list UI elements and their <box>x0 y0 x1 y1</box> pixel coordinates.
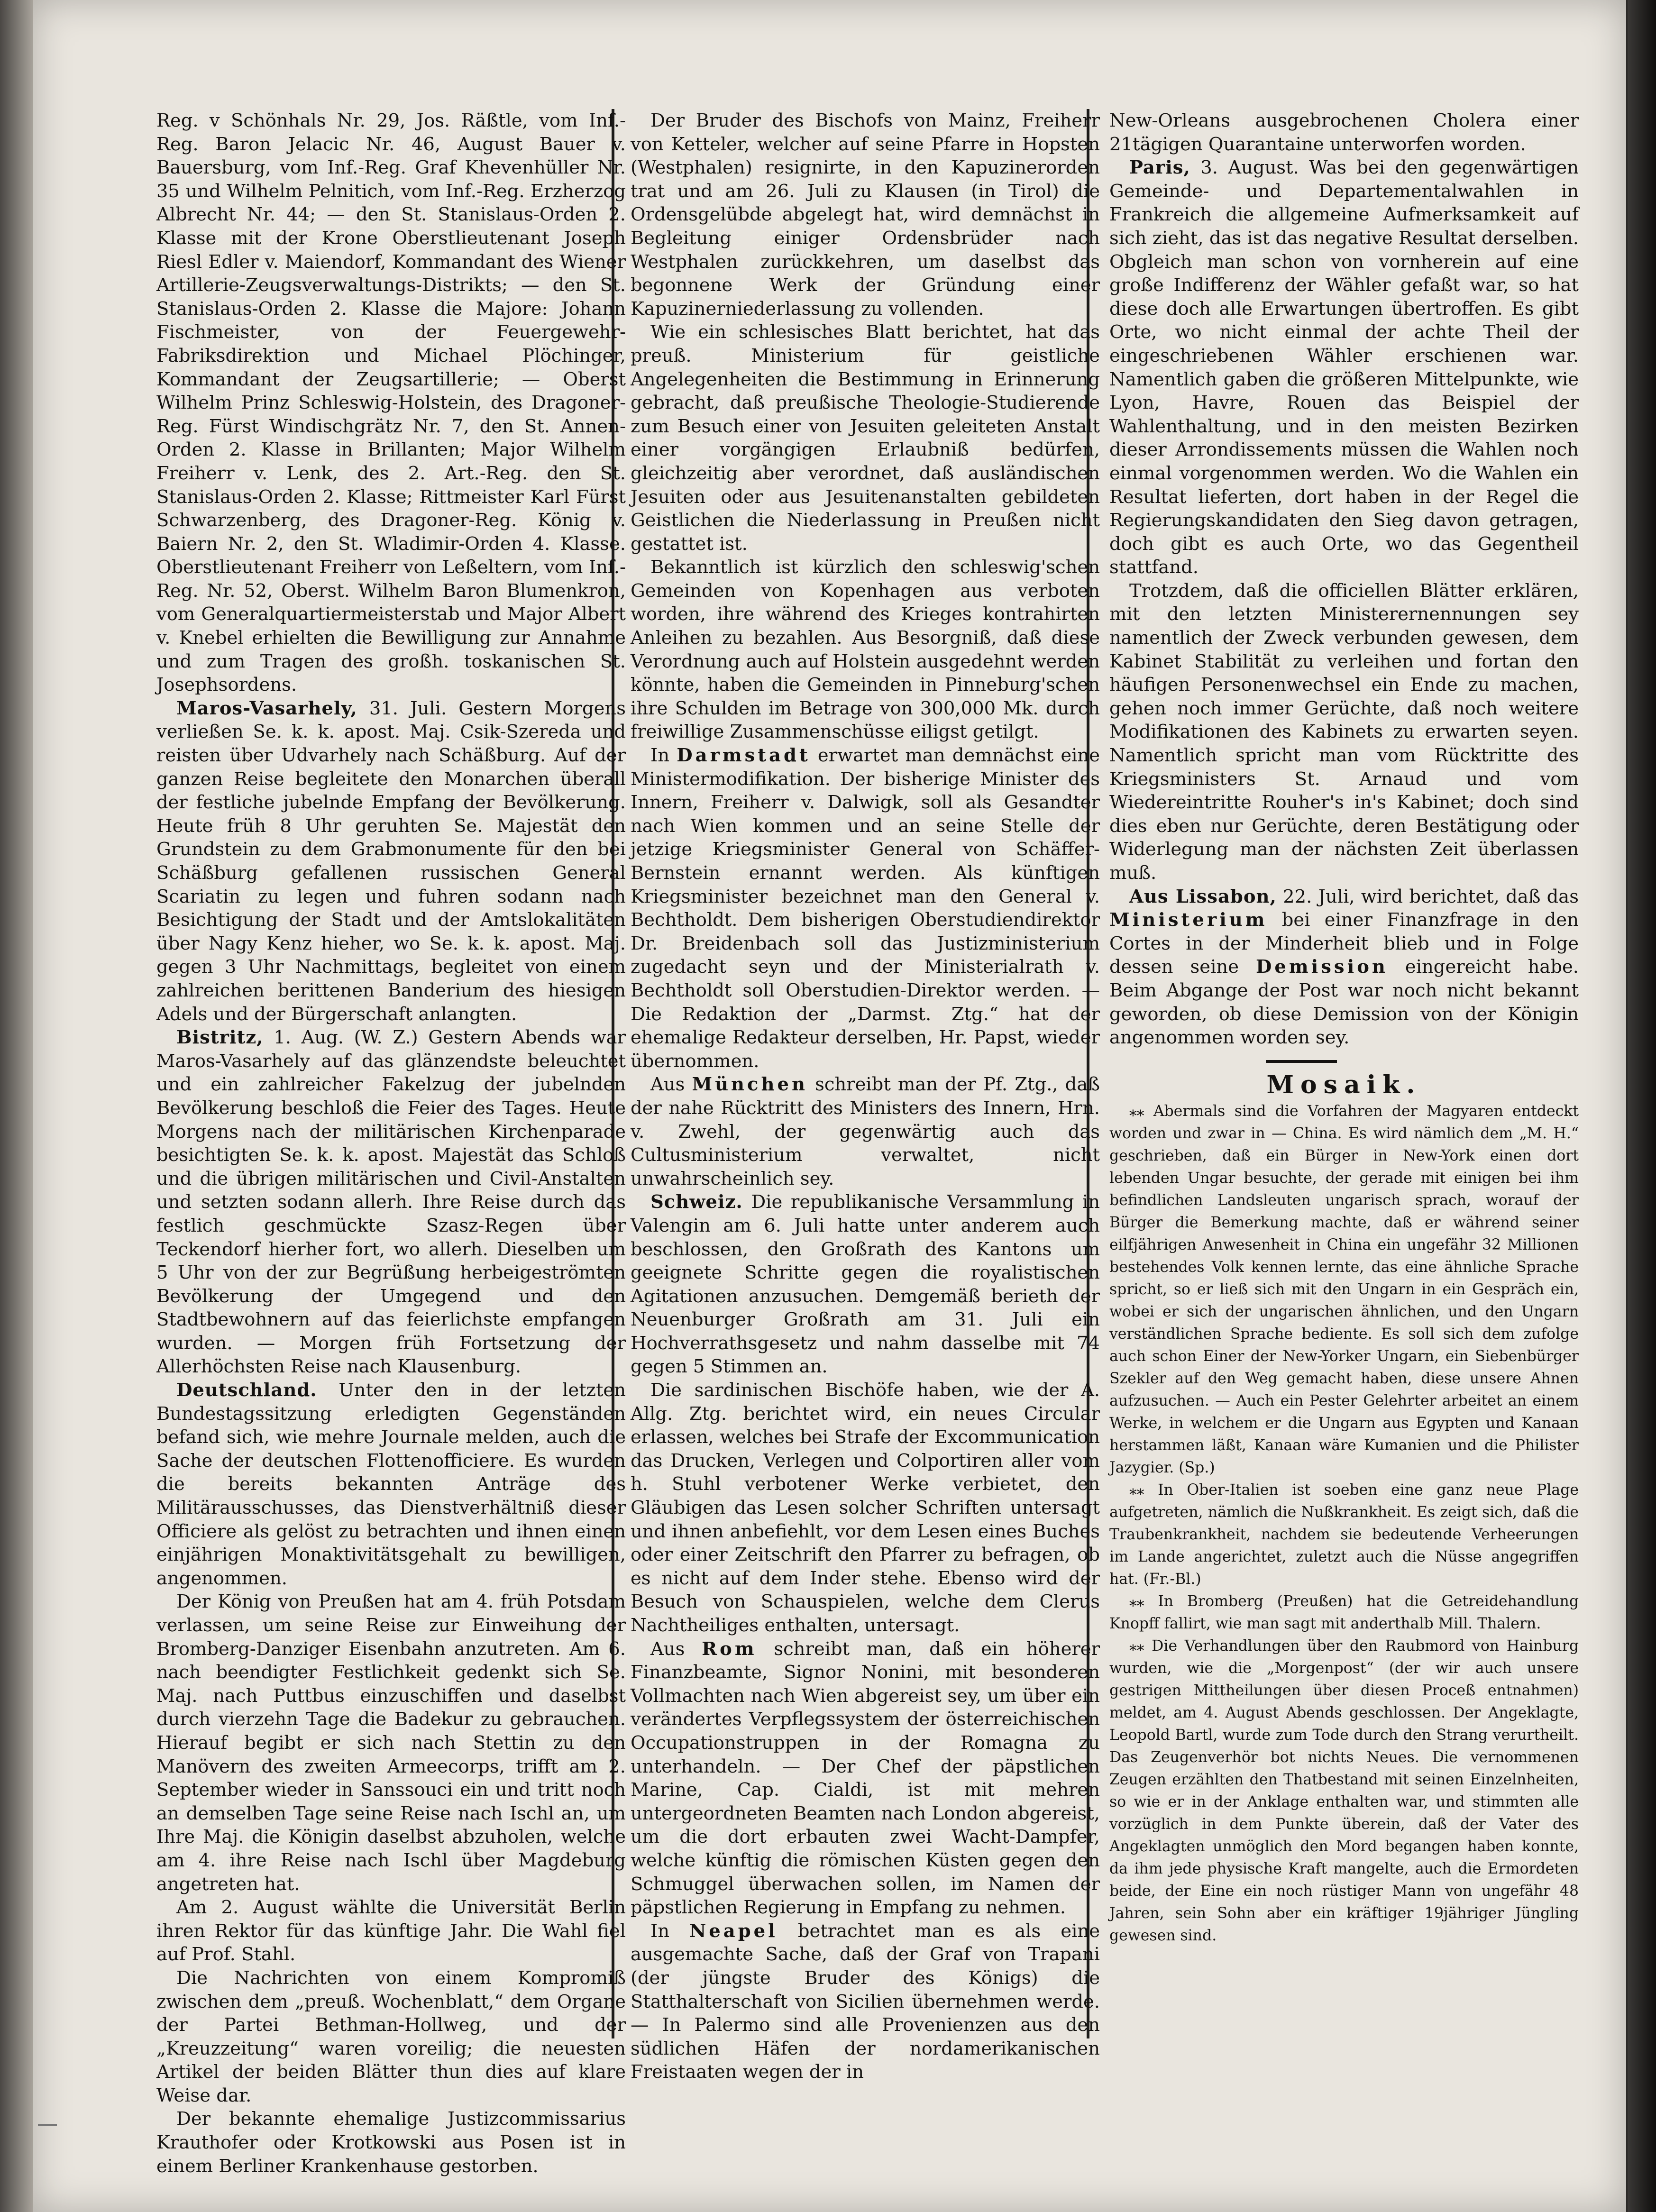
dateline: Bistritz, <box>176 1027 264 1049</box>
place-name: Rom <box>702 1638 757 1660</box>
article-schleswig: Bekanntlich ist kürzlich den schleswig'schen Gemeinden von Kopenhagen aus verboten worden, ihre während des Krieges kontrahirten Anleihen zu bezahlen. Aus Besorgniß, daß diese Verordnung auch auf Holstein ausgedehnt werden könnte, haben die Gemeinden in Pinneburg'schen ihre Schulden im Betrage von 300,000 Mk. durch freiwillige Zusammenschüsse eiligst getilgt. <box>631 557 1100 743</box>
article-new-orleans: New-Orleans ausgebrochenen Cholera einer 21tägigen Quarantaine unterworfen worden. <box>1109 110 1579 155</box>
place-name: Neapel <box>689 1920 778 1942</box>
emphasis: Ministerium <box>1109 909 1268 931</box>
mosaik-item-nusskrankheit: ⁎⁎ In Ober-Italien ist soeben eine ganz neue Plage aufgetreten, nämlich die Nußkrankheit. Es zeigt sich, daß die Traubenkrankheit, nachdem sie bedeutende Verheerungen im Lande angerichtet, zuletzt auch die Nüsse angegriffen hat. (Fr.-Bl.) <box>1109 1481 1579 1588</box>
column-1 <box>156 109 626 2177</box>
article-text: eingereicht habe. Beim Abgange der Post war noch nicht bekannt geworden, ob diese Demission von der Königin angenommen worden sey. <box>1109 956 1579 1049</box>
mosaik-item-hainburg: ⁎⁎ Die Verhandlungen über den Raubmord von Hainburg wurden, wie die „Morgenpost“ (der wir auch unsere gestrigen Mittheilungen über diesen Proceß entnahmen) meldet, am 4. August Abends geschlossen. Der Angeklagte, Leopold Bartl, wurde zum Tode durch den Strang verurtheilt. Das Zeugenverhör bot nichts Neues. Die vernommenen Zeugen erzählten den Thatbestand mit seinen Einzelnheiten, so wie er in der Anklage enthalten war, und stimmten alle vorzüglich in dem Punkte überein, daß der Vater des Angeklagten unmöglich den Mord begangen haben konnte, da ihm jede physische Kraft mangelte, auch die Ermordeten beide, der Eine ein noch rüstiger Mann von ungefähr 48 Jahren, sein Sohn aber ein kräftiger 19jähriger Jüngling gewesen sind. <box>1109 1637 1579 1945</box>
article-text: schreibt man der Pf. Ztg., daß der nahe Rücktritt des Ministers des Innern, Hrn. v. Zwehl, der gegenwärtig auch das Cultusministerium verwaltet, nicht unwahrscheinlich sey. <box>631 1074 1100 1189</box>
article-text: 31. Juli. Gestern Morgens verließen Se. k. k. apost. Maj. Csik-Szereda und reisten über Udvarhely nach Schäßburg. Auf der ganzen Reise begleitete den Monarchen überall der festliche jubelnde Empfang der Bevölkerung. Heute früh 8 Uhr geruhten Se. Majestät den Grundstein zu dem Grabmonumente für den bei Schäßburg gefallenen russischen General Scariatin zu legen und fuhren sodann nach Besichtigung der Stadt und der Amtslokalitäten über Nagy Kenz hieher, wo Se. k. k. apost. Maj. gegen 3 Uhr Nachmittags, begleitet von einem zahlreichen berittenen Banderium des hiesigen Adels und der Bürgerschaft anlangten. <box>156 697 626 1025</box>
page-left-edge <box>0 0 33 2212</box>
article-text: In <box>650 1920 690 1942</box>
article-muenchen <box>631 1073 1100 1190</box>
section-title-mosaik: Mosaik. <box>1266 1070 1422 1099</box>
article-sardinien: Die sardinischen Bischöfe haben, wie der A. Allg. Ztg. berichtet wird, ein neues Circular erlassen, welches bei Strafe der Excommunication das Drucken, Verlegen und Colportiren aller vom h. Stuhl verbotener Werke verbietet, den Gläubigen das Lesen solcher Schriften untersagt und ihnen anbefiehlt, vor dem Lesen eines Buches oder einer Zeitschrift den Pfarrer zu befragen, ob es nicht auf dem Inder stehe. Ebenso wird der Besuch von Schauspielen, welche dem Clerus Nachtheiliges enthalten, untersagt. <box>631 1380 1100 1636</box>
dateline: Paris, <box>1129 157 1190 179</box>
article-lissabon <box>1109 885 1579 1050</box>
article-bistritz <box>156 1026 626 1379</box>
article-universitaet-berlin: Am 2. August wählte die Universität Berlin ihren Rektor für das künftige Jahr. Die Wahl fiel auf Prof. Stahl. <box>156 1897 626 1965</box>
article-deutschland <box>156 1379 626 1590</box>
article-text: 3. August. Was bei den gegenwärtigen Gemeinde- und Departementalwahlen in Frankreich die allgemeine Aufmerksamkeit auf sich zieht, das ist das negative Resultat derselben. Obgleich man schon von vornherein auf eine große Indifferenz der Wähler gefaßt war, so hat diese doch alle Erwartungen übertroffen. Es gibt Orte, wo nicht einmal der achte Theil der eingeschriebenen Wähler erschienen war. Namentlich gaben die größeren Mittelpunkte, wie Lyon, Havre, Rouen das Beispiel der Wahlenthaltung, und in den meisten Bezirken dieser Arrondissements müssen die Wahlen noch einmal vorgenommen werden. Wo die Wahlen ein Resultat lieferten, dort haben in der Regel die Regierungskandidaten den Sieg davon getragen, doch gibt es auch Orte, wo das Gegentheil stattfand. <box>1109 157 1579 578</box>
article-bischof-mainz: Der Bruder des Bischofs von Mainz, Freiherr von Ketteler, welcher auf seine Pfarre in Hopsten (Westphalen) resignirte, in den Kapuzinerorden trat und am 26. Juli zu Klausen (in Tirol) die Ordensgelübde abgelegt hat, wird demnächst in Begleitung einiger Ordensbrüder nach Westphalen zurückkehren, um daselbst das begonnene Werk der Gründung einer Kapuzinerniederlassung zu vollenden. <box>631 110 1100 320</box>
article-koenig-preussen: Der König von Preußen hat am 4. früh Potsdam verlassen, um seine Reise zur Einweihung der Bromberg-Danziger Eisenbahn anzutreten. Am 6. nach beendigter Festlichkeit gedenkt sich Se. Maj. nach Puttbus einzuschiffen und daselbst durch vierzehn Tage die Badekur zu gebrauchen. Hierauf begibt er sich nach Stettin zu den Manövern des zweiten Armeecorps, trifft am 2. September wieder in Sanssouci ein und tritt noch an demselben Tage seine Reise nach Ischl an, um Ihre Maj. die Königin daselbst abzuholen, welche am 4. ihre Reise nach Ischl über Magdeburg angetreten hat. <box>156 1591 626 1895</box>
dateline: Schweiz. <box>650 1191 743 1213</box>
place-name: Darmstadt <box>677 745 811 767</box>
dateline: Deutschland. <box>176 1380 317 1401</box>
article-paris <box>1109 156 1579 579</box>
article-schweiz <box>631 1190 1100 1379</box>
dateline: Maros-Vasarhely, <box>176 697 357 719</box>
page-mark <box>38 2124 57 2126</box>
article-text: Die republikanische Versammlung in Valengin am 6. Juli hatte unter anderem auch beschlossen, den Großrath des Kantons um geeignete Schritte gegen die royalistischen Agitationen anzusuchen. Demgemäß berieth der Neuenburger Großrath am 31. Juli ein Hochverrathsgesetz und nahm dasselbe mit 74 gegen 5 Stimmen an. <box>631 1191 1100 1378</box>
article-darmstadt <box>631 744 1100 1073</box>
article-text: Aus <box>650 1074 692 1096</box>
article-kompromiss: Die Nachrichten von einem Kompromiß zwischen dem „preuß. Wochenblatt,“ dem Organe der Partei Bethman-Hollweg, und der „Kreuzzeitung“ waren voreilig; die neuesten Artikel der beiden Blätter thun dies auf klare Weise dar. <box>156 1967 626 2106</box>
page-right-edge <box>1628 0 1656 2212</box>
article-rom <box>631 1637 1100 1920</box>
column-3 <box>1109 109 1579 2057</box>
article-trotzdem: Trotzdem, daß die officiellen Blätter erklären, mit den letzten Ministerernennungen sey namentlich der Zweck verbunden gewesen, dem Kabinet Stabilität zu verleihen und fortan den häufigen Personenwechsel ein Ende zu machen, gehen noch immer Gerüchte, daß noch weitere Modifikationen des Kabinets zu erwarten seyen. Namentlich spricht man vom Rücktritte des Kriegsministers St. Arnaud und vom Wiedereintritte Rouher's in's Kabinet; doch sind dies eben nur Gerüchte, deren Bestätigung oder Widerlegung man der nächsten Zeit überlassen muß. <box>1109 580 1579 884</box>
mosaik-item-bromberg: ⁎⁎ In Bromberg (Preußen) hat die Getreidehandlung Knopff fallirt, wie man sagt mit anderthalb Mill. Thalern. <box>1109 1593 1579 1633</box>
section-divider <box>1266 1060 1337 1063</box>
emphasis: Demission <box>1256 956 1388 978</box>
article-text: bei einer Finanzfrage in den Cortes in der Minderheit blieb und in Folge dessen seine <box>1109 909 1579 978</box>
article-justizcommissarius: Der bekannte ehemalige Justizcommissarius Krauthofer oder Krotkowski aus Posen ist in einem Berliner Krankenhause gestorben. <box>156 2108 626 2177</box>
place-name: München <box>692 1074 808 1096</box>
article-schlesisches-blatt: Wie ein schlesisches Blatt berichtet, hat das preuß. Ministerium für geistliche Angelegenheiten die Bestimmung in Erinnerung gebracht, daß preußische Theologie-Studierende zum Besuch einer von Jesuiten geleiteten Anstalt einer vorgängigen Erlaubniß bedürfen, gleichzeitig aber verordnet, daß ausländischen Jesuiten oder aus Jesuitenanstalten gebildeten Geistlichen die Niederlassung in Preußen nicht gestattet ist. <box>631 321 1100 555</box>
mosaik-item-magyaren: ⁎⁎ Abermals sind die Vorfahren der Magyaren entdeckt worden und zwar in — China. Es wird nämlich dem „M. H.“ geschrieben, daß ein Bürger in New-York einen dort lebenden Ungar besuchte, der gerade mit einigen bei ihm befindlichen Landsleuten ungarisch sprach, worauf der Bürger die Bemerkung machte, daß er während seiner eilfjährigen Anwesenheit in China ein ungefähr 32 Millionen bestehendes Volk kennen lernte, das eine ähnliche Sprache spricht, so er ließ sich mit den Ungarn in ein Gespräch ein, wobei er sich der ungarischen ähnlichen, und den Ungarn verständlichen Sprache bediente. Es soll sich dem zufolge auch schon Einer der New-Yorker Ungarn, ein Siebenbürger Szekler auf den Weg gemacht haben, diese unsere Ahnen aufzusuchen. — Auch ein Pester Gelehrter arbeitet an einem Werke, in welchem er die Ungarn aus Egypten und Kanaan herstammen läßt, Kanaan wäre Kumanien und die Philister Jazygier. (Sp.) <box>1109 1103 1579 1477</box>
article-text: In <box>650 745 677 767</box>
article-text: 1. Aug. (W. Z.) Gestern Abends war Maros-Vasarhely auf das glänzendste beleuchtet und ein zahlreicher Fakelzug der jubelnden Bevölkerung beschloß die Feier des Tages. Heute Morgens nach der militärischen Kirchenparade besichtigten Se. k. k. apost. Majestät das Schloß und die übrigen militärischen und Civil-Anstalten und setzten sodann allerh. Ihre Reise durch das festlich geschmückte Szasz-Regen über Teckendorf hierher fort, wo allerh. Dieselben um 5 Uhr von der zur Begrüßung herbeigeströmten Bevölkerung der Umgegend und den Stadtbewohnern auf das feierlichste empfangen wurden. — Morgen früh Fortsetzung der Allerhöchsten Reise nach Klausenburg. <box>156 1027 626 1378</box>
article-text: Aus <box>650 1638 702 1660</box>
article-orders: Reg. v Schönhals Nr. 29, Jos. Räßtle, vom Inf.-Reg. Baron Jelacic Nr. 46, August Bauer v. Bauersburg, vom Inf.-Reg. Graf Khevenhüller Nr. 35 und Wilhelm Pelnitich, vom Inf.-Reg. Erzherzog Albrecht Nr. 44; — den St. Stanislaus-Orden 2. Klasse mit der Krone Oberstlieutenant Joseph Riesl Edler v. Maiendorf, Kommandant des Wiener Artillerie-Zeugsverwaltungs-Distrikts; — den St. Stanislaus-Orden 2. Klasse die Majore: Johann Fischmeister, von der Feuergewehr-Fabriksdirektion und Michael Plöchinger, Kommandant der Zeugsartillerie; — Oberst Wilhelm Prinz Schleswig-Holstein, des Dragoner-Reg. Fürst Windischgrätz Nr. 7, den St. Annen-Orden 2. Klasse in Brillanten; Major Wilhelm Freiherr v. Lenk, des 2. Art.-Reg. den St. Stanislaus-Orden 2. Klasse; Rittmeister Karl Fürst Schwarzenberg, des Dragoner-Reg. König v. Baiern Nr. 2, den St. Wladimir-Orden 4. Klasse. Oberstlieutenant Freiherr von Leßeltern, vom Inf.-Reg. Nr. 52, Oberst. Wilhelm Baron Blumenkron, vom Generalquartiermeisterstab und Major Albert v. Knebel erhielten die Bewilligung zur Annahme und zum Tragen des großh. toskanischen St. Josephsordens. <box>156 110 626 696</box>
article-maros-vasarhely <box>156 697 626 1026</box>
article-text: betrachtet man es als eine ausgemachte Sache, daß der Graf von Trapani (der jüngste Bruder des Königs) die Statthalterschaft von Sicilien übernehmen werde. — In Palermo sind alle Provenienzen aus den südlichen Häfen der nordamerikanischen Freistaaten wegen der in <box>631 1920 1100 2083</box>
article-text: Unter den in der letzten Bundestagssitzung erledigten Gegenständen befand sich, wie mehre Journale melden, auch die Sache der deutschen Flottenofficiere. Es wurden die bereits bekannten Anträge des Militärausschusses, das Dienstverhältniß dieser Officiere als gelöst zu betrachten und ihnen einen einjährigen Monaktivitätsgehalt zu bewilligen, angenommen. <box>156 1380 626 1589</box>
article-text: schreibt man, daß ein höherer Finanzbeamte, Signor Nonini, mit besonderen Vollmachten nach Wien abgereist sey, um über ein verändertes Verpflegssystem der österreichischen Occupationstruppen in der Romagna zu unterhandeln. — Der Chef der päpstlichen Marine, Cap. Cialdi, ist mit mehren untergeordneten Beamten nach London abgereist, um die dort erbauten zwei Wacht-Dampfer, welche künftig die römischen Küsten gegen den Schmuggel überwachen sollen, im Namen der päpstlichen Regierung in Empfang zu nehmen. <box>631 1638 1100 1919</box>
article-text: 22. Juli, wird berichtet, daß das <box>1276 886 1579 907</box>
column-2 <box>631 109 1100 2083</box>
dateline: Aus Lissabon, <box>1129 886 1277 907</box>
article-neapel <box>631 1920 1100 2084</box>
article-text: erwartet man demnächst eine Ministermodifikation. Der bisherige Minister des Innern, Freiherr v. Dalwigk, soll als Gesandter nach Wien kommen und an seine Stelle der jetzige Kriegsminister General von Schäffer-Bernstein ernannt werden. Als künftigen Kriegsminister bezeichnet man den General v. Bechtholdt. Dem bisherigen Oberstudiendirektor Dr. Breidenbach soll das Justizministerium zugedacht seyn und der Ministerialrath v. Bechtholdt soll Oberstudien-Direktor werden. — Die Redaktion der „Darmst. Ztg.“ hat der ehemalige Redakteur derselben, Hr. Papst, wieder übernommen. <box>631 745 1100 1072</box>
